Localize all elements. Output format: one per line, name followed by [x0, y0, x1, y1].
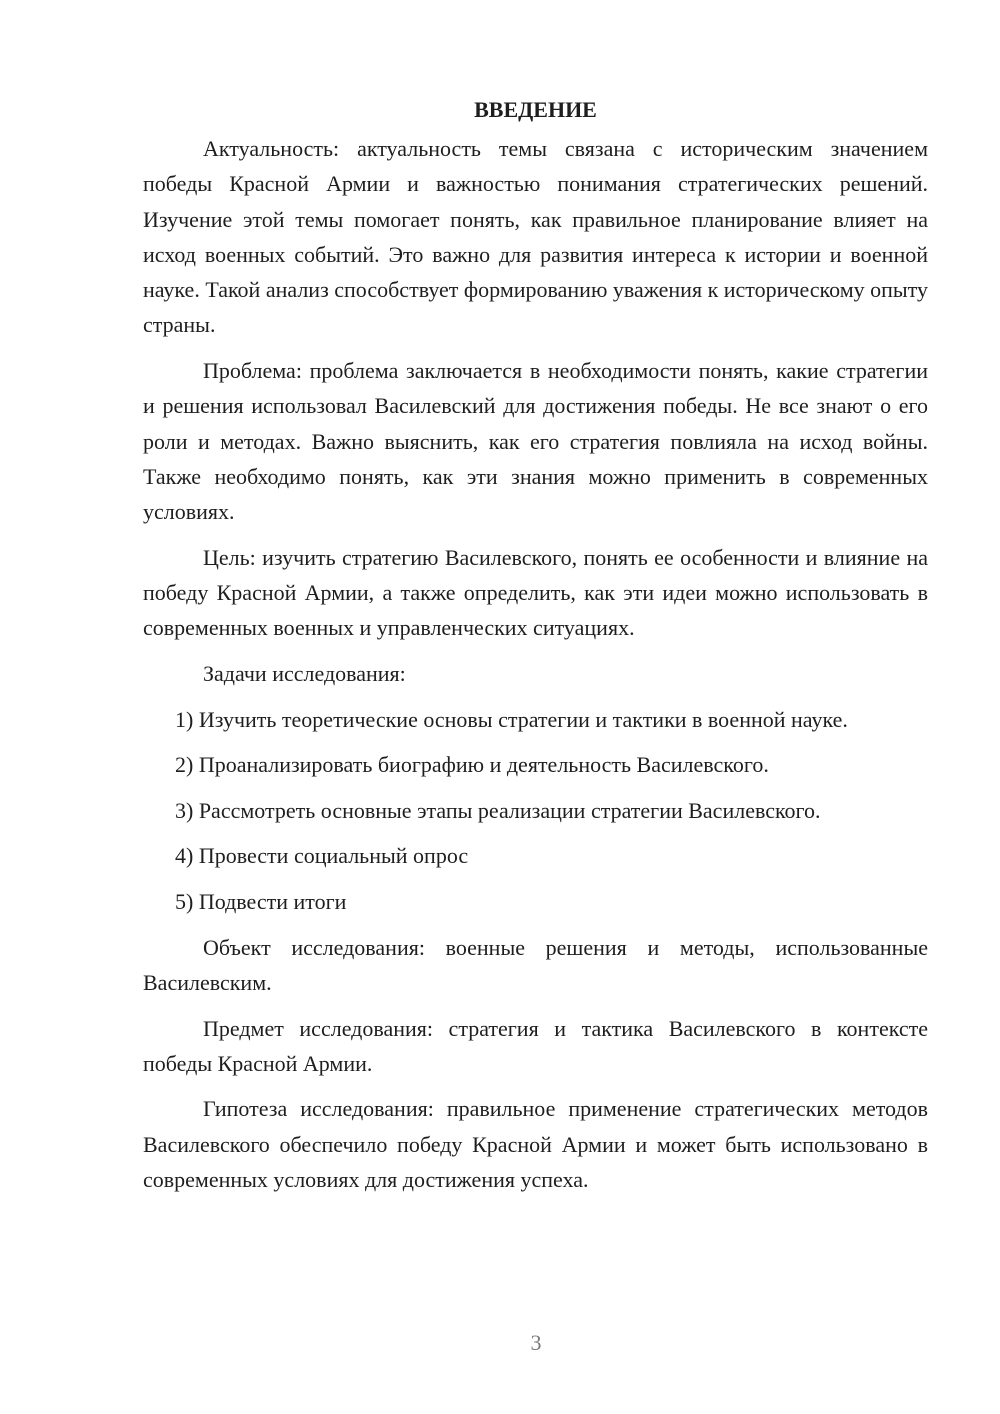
page-number: 3 [530, 1330, 542, 1355]
paragraph-subject: Предмет исследования: стратегия и тактика Василевского в контексте победы Красной Армии. [143, 1015, 928, 1076]
paragraph-relevance: Актуальность: актуальность темы связана с историческим значением победы Красной Армии и важностью понимания стратегических решений. Изучение этой темы помогает понять, как правильное планирование влияет на исход военных событий. Это важно для развития интереса к истории и военной науке. Такой анализ способствует формированию уважения к историческому опыту страны. [143, 136, 928, 338]
task-item-1: 1) Изучить теоретические основы стратегии и тактики в военной науке. [175, 706, 848, 732]
paragraph-goal: Цель: изучить стратегию Василевского, понять ее особенности и влияние на победу Красной Армии, а также определить, как эти идеи можно использовать в современных военных и управленческих ситуациях. [143, 544, 928, 641]
task-item-3: 3) Рассмотреть основные этапы реализации стратегии Василевского. [175, 797, 821, 823]
task-item-5: 5) Подвести итоги [175, 889, 347, 915]
document-body [143, 92, 928, 1208]
paragraph-hypothesis: Гипотеза исследования: правильное применение стратегических методов Василевского обеспечило победу Красной Армии и может быть использовано в современных условиях для достижения успеха. [143, 1096, 928, 1192]
task-item-2: 2) Проанализировать биографию и деятельность Василевского. [175, 752, 769, 778]
paragraph-object: Объект исследования: военные решения и методы, использованные Василевским. [143, 934, 928, 995]
task-item-4: 4) Провести социальный опрос [175, 843, 469, 869]
section-heading: ВВЕДЕНИЕ [474, 97, 597, 122]
paragraph-problem: Проблема: проблема заключается в необходимости понять, какие стратегии и решения использовал Василевский для достижения победы. Не все знают о его роли и методах. Важно выяснить, как его стратегия повлияла на исход войны. Также необходимо понять, как эти знания можно применить в современных условиях. [143, 358, 928, 525]
paragraph-tasks-heading: Задачи исследования: [203, 661, 406, 687]
